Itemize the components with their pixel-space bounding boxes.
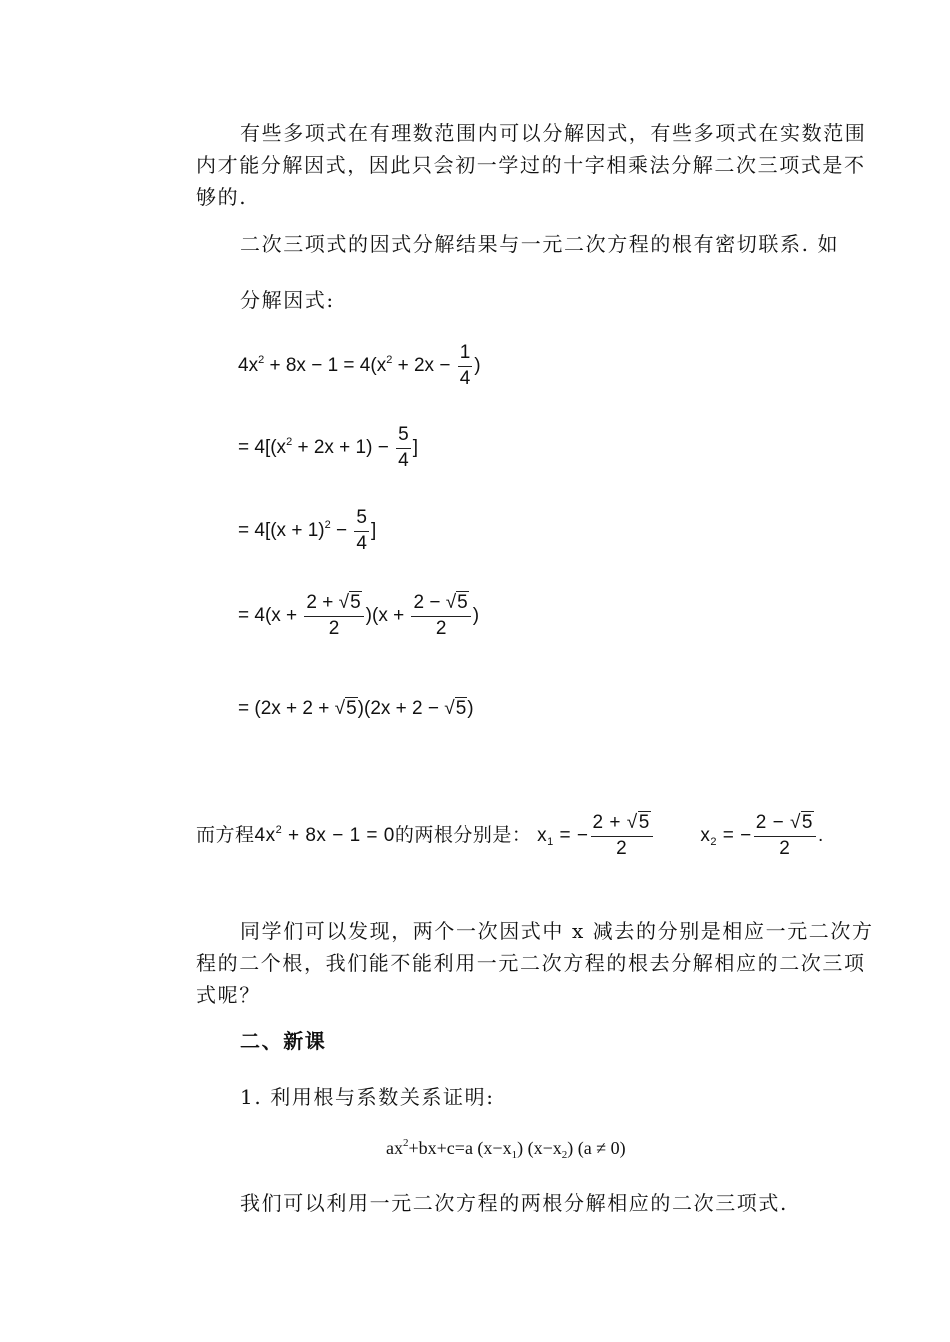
relation-line: 二次三项式的因式分解结果与一元二次方程的根有密切联系. 如: [240, 232, 840, 256]
fraction: $\frac{2 + √5}{2}$: [304, 592, 363, 640]
equation-step-2: = $4[(x^2 + 2x + 1)$ − $\frac{5}{4}$ ]: [238, 424, 418, 471]
fraction: $\frac{1}{4}$: [459, 342, 471, 389]
equation-step-4: = 4(x + $\frac{2 + √5}{2}$ )(x + $\frac{2 - √5}{2}$ ): [238, 592, 480, 639]
fraction: $\frac{2 - √5}{2}$: [754, 812, 816, 860]
item-1: 1. 利用根与系数关系证明:: [240, 1085, 495, 1109]
equation-step-3: = $4[(x + 1)^2$ − $\frac{5}{4}$ ]: [238, 507, 377, 554]
sqrt-sign: √5: [338, 592, 361, 613]
sqrt-sign: √5: [334, 698, 357, 719]
sqrt-sign: √5: [789, 812, 813, 833]
equation-step-1: $4x^2 + 8x - 1 = 4(x^2 + 2x$ − $\frac{1}{4}$ ): [238, 342, 481, 389]
conclusion-line: 我们可以利用一元二次方程的两根分解相应的二次三项式.: [240, 1191, 788, 1215]
intro-paragraph: 有些多项式在有理数范围内可以分解因式，有些多项式在实数范围内才能分解因式，因此只会初一学过的十字相乘法分解二次三项式是不够的.: [196, 121, 867, 209]
roots-line: 而方程$4x^2 + 8x - 1 = 0$的两根分别是： $x_1$ = − $\frac{2 + √5}{2}$ $x_2$ = − $\frac{2 - √5}{2}$ .: [196, 812, 824, 859]
factor-label: 分解因式:: [240, 288, 335, 312]
fraction: $\frac{5}{4}$: [356, 507, 367, 554]
fraction: $\frac{2 + √5}{2}$: [591, 812, 653, 860]
sqrt-sign: √5: [445, 592, 468, 613]
section-heading: 二、新课: [240, 1029, 327, 1053]
fraction: $\frac{5}{4}$: [398, 424, 409, 471]
identity-formula: $ax^2+bx+c=a$ $(x-x_1)$ $(x-x_2) (a \ne 0)$: [386, 1137, 626, 1161]
fraction: $\frac{2 - √5}{2}$: [411, 592, 470, 640]
equation-step-5: = (2x + 2 + √5)(2x + 2 − √5): [238, 698, 474, 719]
observation-paragraph: 同学们可以发现，两个一次因式中 x 减去的分别是相应一元二次方程的二个根，我们能不能利用一元二次方程的根去分解相应的二次三项式呢？: [196, 919, 874, 1007]
sqrt-sign: √5: [626, 812, 650, 833]
sqrt-sign: √5: [444, 698, 467, 719]
